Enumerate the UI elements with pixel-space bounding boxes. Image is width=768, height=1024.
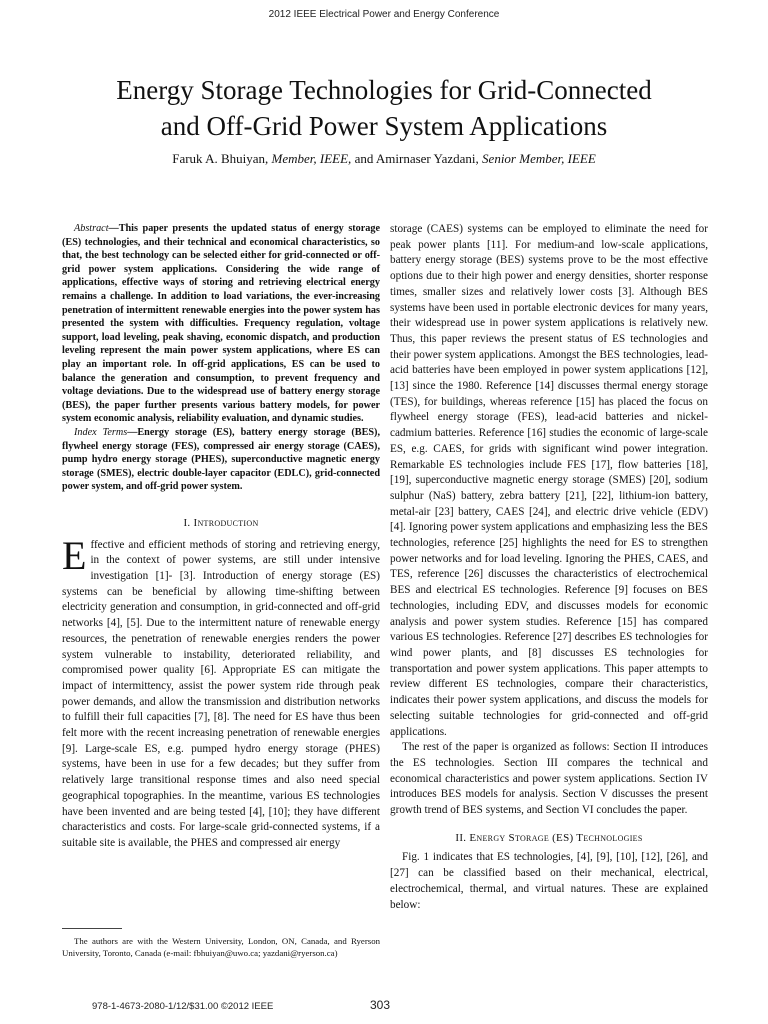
intro-paragraph-1-continued: storage (CAES) systems can be employed to eliminate the need for peak power plants [11]. For medium-and low-scale applications, battery energy storage (BES) systems prove to be the most effective options due to their high power and energy densities, shorter response times, smaller sizes and relatively lower costs [3]. Although BES systems have been used in portable electronic devices for many years, their widespread use in power system applications is relatively new. Thus, this paper reviews the present status of ES technologies and their power system applications. Amongst the BES technologies, lead-acid batteries have been employed in power system applications [12], [13] since the 1980. Reference [14] discusses thermal energy storage (TES), for buildings, whereas reference [15] has placed the focus on flywheel energy storage (FES), lead-acid batteries and nickel-cadmium batteries. Reference [16] studies the economic of large-scale ES, e.g. CAES, for grids with significant wind power integration. Remarkable ES technologies include FES [17], flow batteries [18], [19], superconductive magnetic energy storage (SMES) [20], sodium sulphur (NaS) battery, zebra battery [21], [22], lithium-ion battery, metal-air [23] battery, CAES [24], and electric drive vehicle (EDV) [4]. Ignoring power system applications and emphasizing less the BES technologies, reference [25] highlights the need for ES to strengthen power networks and for load leveling. Ignoring the PHES, CAES, and TES, reference [26] discusses the characteristics of electrochemical BES and electrical ES technologies. Reference [9] focuses on BES technologies, including EDV, and discusses models for economic analysis and power system studies. Reference [15] has compared various ES technologies. Reference [27] describes ES technologies for wind power plants, and [8] discusses ES technologies for transportation and power system applications. This paper attempts to review different ES technologies, compare their characteristics, indicates their power system applications, and discuss the models for selecting suitable technologies for grid-connected and off-grid applications.	[390, 223, 708, 738]
left-column	[62, 222, 380, 852]
section-1-heading: I. Introduction	[183, 516, 259, 529]
author-2-role: Senior Member, IEEE	[482, 151, 596, 166]
author-footnote: The authors are with the Western University, London, ON, Canada, and Ryerson University, Toronto, Canada (e-mail: fbhuiyan@uwo.ca; yazdani@ryerson.ca)	[62, 936, 380, 958]
index-terms-label: Index Terms	[74, 426, 128, 438]
drop-cap: E	[62, 532, 87, 578]
author-1-role: Member, IEEE,	[271, 151, 352, 166]
index-terms	[62, 426, 380, 494]
abstract-text: —This paper presents the updated status of energy storage (ES) technologies, and their technical and economical characteristics, so that, the best technology can be selected either for grid-connected or off-grid power system applications. Considering the wide range of applications, effective ways of storing and retrieving electrical energy remains a challenge. In addition to load variations, the ever-increasing penetration of intermittent renewable energies into the power system has presented the system with difficulties. Frequency regulation, voltage support, load leveling, peak shaving, economic dispatch, and production leveling represent the main power system applications, where ES can play an important role. In off-grid applications, ES can be used to balance the generation and consumption, to prevent frequency and voltage deviations. Due to the widespread use of battery energy storage (BES), the paper further presents various battery models, for power system economic analysis, reliability evaluation, and dynamic studies.	[62, 223, 380, 425]
section-2-heading: II. Energy Storage (ES) Technologies	[455, 831, 643, 844]
author-line	[30, 151, 738, 167]
conference-header: 2012 IEEE Electrical Power and Energy Conference	[268, 9, 500, 20]
title-line-1: Energy Storage Technologies for Grid-Connected	[116, 75, 652, 105]
section-2-paragraph-1: Fig. 1 indicates that ES technologies, [4], [9], [10], [12], [26], and [27] can be classified based on their mechanical, electrical, electrochemical, thermal, and virtual natures. These are explained below:	[390, 851, 708, 911]
intro-paragraph-1	[62, 532, 380, 852]
title-line-2: and Off-Grid Power System Applications	[160, 111, 608, 141]
paper-title	[30, 72, 738, 144]
author-conjunction: and	[354, 151, 374, 166]
abstract	[62, 222, 380, 426]
copyright-footer: 978-1-4673-2080-1/12/$31.00 ©2012 IEEE	[92, 1001, 274, 1012]
author-1-name: Faruk A. Bhuiyan,	[172, 151, 269, 166]
author-2-name: Amirnaser Yazdani,	[375, 151, 479, 166]
page-number: 303	[370, 998, 391, 1012]
footnote-divider	[62, 928, 122, 929]
intro-paragraph-1-text: ffective and efficient methods of storing and retrieving energy, in the context of power systems, are still under intensive investigation [1]- [3]. Introduction of energy storage (ES) systems can be beneficial by allowing time-shifting between electricity generation and consumption, in grid-connected and off-grid networks [4], [5]. Due to the intermittent nature of renewable energy resources, the penetration of renewable energies renders the power system vulnerable to instability, deteriorated reliability, and compromised power quality [6]. Appropriate ES can mitigate the impact of intermittency, assist the power system ride through peak power demands, and allow the transmission and distribution networks to fulfill their full capacities [7], [8]. The need for ES have thus been felt more with the recent increasing penetration of renewable energies [9]. Large-scale ES, e.g. pumped hydro energy storage (PHES) systems, have been in use for a few decades; but they suffer from relatively large transitional response times and also need special geographical topographies. In the meantime, various ES technologies have been invented and are being tested [4], [10]; they have different characteristics and costs. For large-scale grid-connected systems, if a suitable site is available, the PHES and compressed air energy	[62, 538, 380, 849]
abstract-label: Abstract	[74, 223, 109, 234]
index-terms-text: —Energy storage (ES), battery energy storage (BES), flywheel energy storage (FES), compressed air energy storage (CAES), pump hydro energy storage (PHES), superconductive magnetic energy storage (SMES), electric double-layer capacitor (EDLC), grid-connected power system, and off-grid power system.	[62, 426, 380, 493]
intro-paragraph-2: The rest of the paper is organized as follows: Section II introduces the ES technologies. Section III compares the technical and economical characteristics and power system applications. Section IV introduces BES models for analysis. Section V discusses the present growth trend of BES systems, and Section VI concludes the paper.	[390, 741, 708, 817]
right-column	[390, 222, 708, 913]
